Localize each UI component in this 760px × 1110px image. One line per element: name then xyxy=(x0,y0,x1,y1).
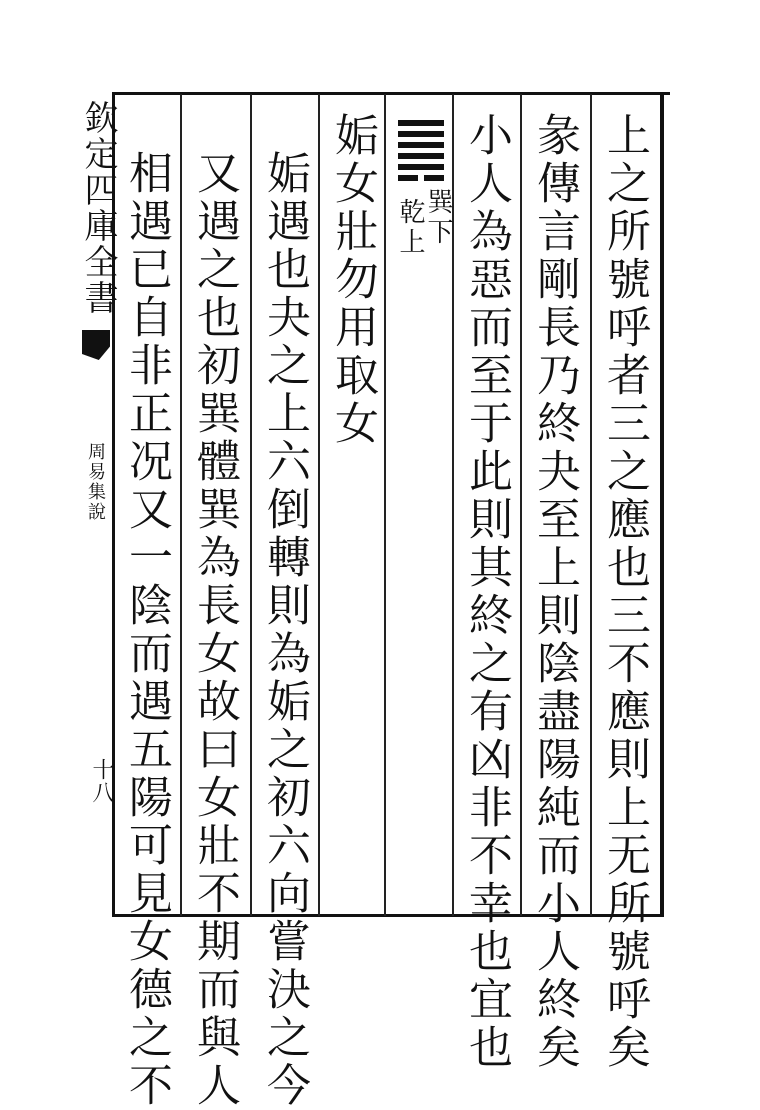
column-divider xyxy=(590,94,592,916)
page-number: 十八 xyxy=(89,758,114,804)
text-column-1: 上之所號呼者三之應也三不應則上无所號呼矣 xyxy=(599,112,650,1072)
text-column-5: 姤遇也夬之上六倒轉則為姤之初六向嘗決之今 xyxy=(259,150,310,1110)
text-column-3: 小人為惡而至于此則其終之有凶非不幸也宜也 xyxy=(461,112,512,1072)
hexagram-line xyxy=(398,175,444,181)
hexagram-line xyxy=(398,164,444,170)
hexagram-line xyxy=(398,120,444,126)
text-column-7: 相遇已自非正况又一陰而遇五陽可見女德之不 xyxy=(121,150,172,1110)
text-column-2: 彖傳言剛長乃終夬至上則陰盡陽純而小人終矣 xyxy=(529,112,580,1072)
hexagram-symbol xyxy=(398,120,444,186)
column-divider xyxy=(520,94,522,916)
column-divider xyxy=(318,94,320,916)
column-divider xyxy=(180,94,182,916)
hexagram-line xyxy=(398,131,444,137)
trigram-upper-label: 乾上 xyxy=(395,198,425,258)
hexagram-line xyxy=(398,153,444,159)
column-divider xyxy=(250,94,252,916)
hexagram-line xyxy=(398,142,444,148)
text-column-6: 又遇之也初巽體巽為長女故曰女壯不期而與人 xyxy=(189,150,240,1110)
book-title: 欽定四庫全書 xyxy=(78,100,118,316)
frame-right xyxy=(660,92,664,917)
text-column-4: 姤女壯勿用取女 xyxy=(327,112,378,448)
column-divider xyxy=(384,94,386,916)
trigram-lower-label: 巽下 xyxy=(423,188,453,248)
frame-top xyxy=(112,92,670,95)
fishtail-mark xyxy=(82,330,110,360)
chapter-title: 周易集說 xyxy=(85,442,106,522)
